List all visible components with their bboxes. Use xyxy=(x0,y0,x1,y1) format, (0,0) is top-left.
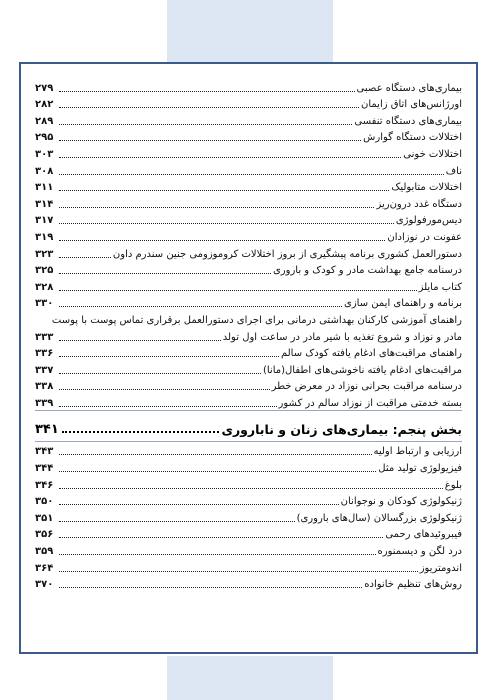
top-decor-band xyxy=(167,0,333,62)
bottom-decor-band xyxy=(167,656,333,700)
toc-entry[interactable] xyxy=(35,178,462,195)
section-page-number: ۳۴۱ xyxy=(35,421,59,437)
toc-entry[interactable] xyxy=(35,294,462,311)
toc-entry-title: درسنامه جامع بهداشت مادر و کودک و باروری xyxy=(272,265,462,277)
toc-note-text: راهنمای آموزشی کارکنان بهداشتی درمانی برای اجرای دستورالعمل برقراری تماس پوست با پوست xyxy=(51,314,462,326)
toc-entry-page: ۳۲۵ xyxy=(35,265,54,277)
toc-entry-page: ۳۵۰ xyxy=(35,496,54,508)
toc-entry-title: بلوغ xyxy=(444,479,462,491)
toc-entry-title: درسنامه مراقبت بحرانی نوزاد در معرض خطر xyxy=(271,381,462,393)
leader-dots xyxy=(59,273,271,274)
leader-dots xyxy=(59,406,277,407)
toc-entry-title: ارزیابی و ارتباط اولیه xyxy=(373,446,462,458)
toc-entry-title: ژنیکولوژی کودکان و نوجوانان xyxy=(340,496,462,508)
toc-entry-title: اختلالات دستگاه گوارش xyxy=(363,132,462,144)
toc-entry-page: ۳۱۷ xyxy=(35,215,54,227)
toc-entry-page: ۳۳۸ xyxy=(35,381,54,393)
toc-entry-title: مراقبت‌های ادغام یافته ناخوشی‌های اطفال(مانا) xyxy=(262,364,462,376)
toc-group-c xyxy=(35,442,462,591)
toc-group-a xyxy=(35,78,462,310)
section-title: بخش پنجم: بیماری‌های زنان و ناباروری xyxy=(221,421,462,437)
toc-entry[interactable] xyxy=(35,161,462,178)
toc-entry[interactable] xyxy=(35,144,462,161)
toc-entry-page: ۳۱۹ xyxy=(35,231,54,243)
toc-entry-title: اورژانس‌های اتاق زایمان xyxy=(360,99,462,111)
toc-entry-page: ۲۸۹ xyxy=(35,115,54,127)
toc-entry-page: ۳۱۴ xyxy=(35,198,54,210)
toc-entry-page: ۳۳۹ xyxy=(35,397,54,409)
toc-list xyxy=(35,78,462,591)
toc-entry-title: فیزیولوژی تولید مثل xyxy=(378,463,462,475)
leader-dots xyxy=(59,389,270,390)
leader-dots xyxy=(59,521,295,522)
section-heading[interactable] xyxy=(35,413,462,437)
toc-entry-page: ۳۰۳ xyxy=(35,148,54,160)
toc-entry[interactable] xyxy=(35,360,462,377)
leader-dots xyxy=(59,356,279,357)
leader-dots xyxy=(59,257,111,258)
toc-entry[interactable] xyxy=(35,344,462,361)
toc-entry-page: ۳۲۳ xyxy=(35,248,54,260)
leader-dots xyxy=(59,571,418,572)
toc-entry-title: درد لگن و دیسمنوره xyxy=(377,546,462,558)
toc-note-line xyxy=(35,310,462,327)
divider xyxy=(35,410,462,411)
toc-entry[interactable] xyxy=(35,525,462,542)
toc-entry[interactable] xyxy=(35,492,462,509)
toc-entry-title: دستگاه غدد درون‌ریز xyxy=(376,198,462,210)
leader-dots xyxy=(59,124,352,125)
toc-entry-title: روش‌های تنظیم خانواده xyxy=(364,579,462,591)
leader-dots xyxy=(59,306,342,307)
toc-entry[interactable] xyxy=(35,541,462,558)
leader-dots xyxy=(59,207,374,208)
toc-entry-title: فیبروئیدهای رحمی xyxy=(385,529,462,541)
leader-dots xyxy=(59,290,417,291)
toc-entry-title: مادر و نوزاد و شروع تغذیه با شیر مادر در ساعت اول تولد xyxy=(222,331,462,343)
toc-entry-page: ۳۳۳ xyxy=(35,331,54,343)
toc-entry[interactable] xyxy=(35,377,462,394)
toc-entry-title: بیماری‌های دستگاه عصبی xyxy=(356,82,462,94)
toc-entry[interactable] xyxy=(35,327,462,344)
toc-entry-page: ۳۰۸ xyxy=(35,165,54,177)
toc-entry-title: اختلالات خونی xyxy=(403,148,462,160)
toc-entry[interactable] xyxy=(35,78,462,95)
toc-entry-page: ۳۵۶ xyxy=(35,529,54,541)
toc-entry-title: دستورالعمل کشوری برنامه پیشگیری از بروز اختلالات کروموزومی جنین سندرم داون xyxy=(112,248,462,260)
toc-entry-page: ۳۵۱ xyxy=(35,512,54,524)
toc-entry[interactable] xyxy=(35,194,462,211)
leader-dots xyxy=(59,174,444,175)
leader-dots xyxy=(59,223,394,224)
toc-entry[interactable] xyxy=(35,95,462,112)
toc-entry[interactable] xyxy=(35,128,462,145)
toc-entry-page: ۳۷۰ xyxy=(35,579,54,591)
toc-entry-title: بیماری‌های دستگاه تنفسی xyxy=(354,115,462,127)
toc-entry[interactable] xyxy=(35,458,462,475)
toc-entry-page: ۳۴۴ xyxy=(35,463,54,475)
leader-dots xyxy=(59,340,221,341)
toc-entry-title: کتاب مایلز xyxy=(418,281,462,293)
toc-entry[interactable] xyxy=(35,111,462,128)
toc-entry-page: ۲۷۹ xyxy=(35,82,54,94)
toc-entry-page: ۳۳۷ xyxy=(35,364,54,376)
leader-dots xyxy=(59,471,376,472)
toc-entry[interactable] xyxy=(35,277,462,294)
toc-entry-page: ۳۵۹ xyxy=(35,546,54,558)
toc-entry-title: اختلالات متابولیک xyxy=(391,182,462,194)
toc-entry[interactable] xyxy=(35,261,462,278)
toc-entry-page: ۳۴۳ xyxy=(35,446,54,458)
leader-dots xyxy=(59,488,443,489)
leader-dots xyxy=(59,240,385,241)
toc-entry-title: دیس‌مورفولوژی xyxy=(395,215,462,227)
toc-entry-title: ژنیکولوژی بزرگسالان (سال‌های باروری) xyxy=(296,512,462,524)
toc-entry-title: راهنمای مراقبت‌های ادغام یافته کودک سالم xyxy=(280,348,462,360)
toc-entry[interactable] xyxy=(35,442,462,459)
leader-dots xyxy=(59,157,401,158)
leader-dots xyxy=(59,537,383,538)
leader-dots xyxy=(59,91,355,92)
leader-dots xyxy=(59,373,261,374)
toc-entry-title: بسته خدمتی مراقبت از نوزاد سالم در کشور xyxy=(278,397,462,409)
toc-entry[interactable] xyxy=(35,393,462,410)
toc-entry-title: برنامه و راهنمای ایمن سازی xyxy=(344,298,462,310)
toc-entry-title: اندومتریوز xyxy=(419,562,462,574)
toc-entry[interactable] xyxy=(35,508,462,525)
leader-dots xyxy=(59,504,339,505)
toc-group-b xyxy=(35,327,462,410)
leader-dots xyxy=(62,431,219,433)
toc-entry[interactable] xyxy=(35,475,462,492)
toc-entry-page: ۳۶۴ xyxy=(35,562,54,574)
leader-dots xyxy=(59,587,362,588)
leader-dots xyxy=(59,554,376,555)
toc-frame xyxy=(19,62,478,654)
toc-entry-title: عفونت در نوزادان xyxy=(387,231,462,243)
toc-entry[interactable] xyxy=(35,227,462,244)
toc-entry-page: ۲۹۵ xyxy=(35,132,54,144)
toc-entry-page: ۲۸۲ xyxy=(35,99,54,111)
toc-entry-page: ۳۲۸ xyxy=(35,281,54,293)
toc-entry-page: ۳۳۰ xyxy=(35,298,54,310)
leader-dots xyxy=(59,140,361,141)
toc-entry[interactable] xyxy=(35,244,462,261)
toc-entry-page: ۳۳۶ xyxy=(35,348,54,360)
toc-entry[interactable] xyxy=(35,211,462,228)
toc-entry-title: ناف xyxy=(445,165,462,177)
leader-dots xyxy=(59,107,359,108)
toc-entry[interactable] xyxy=(35,575,462,592)
toc-entry-page: ۳۱۱ xyxy=(35,182,54,194)
leader-dots xyxy=(59,454,372,455)
toc-entry-page: ۳۴۶ xyxy=(35,479,54,491)
toc-entry[interactable] xyxy=(35,558,462,575)
leader-dots xyxy=(59,190,389,191)
